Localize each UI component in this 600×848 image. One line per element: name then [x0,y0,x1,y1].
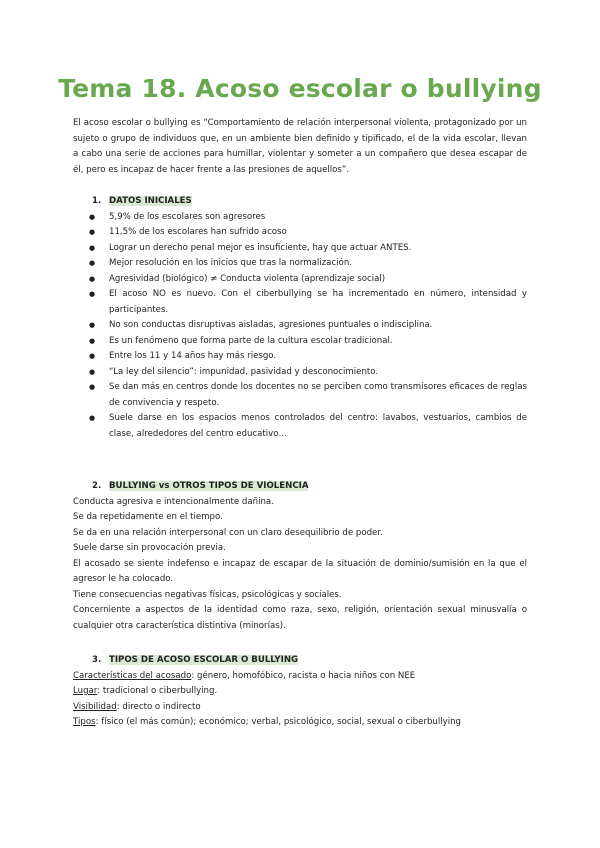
definition-label: Lugar [73,686,98,696]
list-item: ● No son conductas disruptivas aisladas, agresiones puntuales o indisciplina. [73,318,527,334]
section-heading [73,479,527,495]
list-item: ● “La ley del silencio”: impunidad, pasividad y desconocimiento. [73,365,527,381]
definition-row [73,715,527,731]
section-tipos-de-acoso [73,653,527,731]
definition-row [73,684,527,700]
definition-text: : físico (el más común); económico; verbal, psicológico, social, sexual o ciberbullying [95,717,462,727]
definition-text: : directo o indirecto [116,701,201,712]
section-bullying-vs-violencia [73,479,527,634]
list-item: ● Es un fenómeno que forma parte de la cultura escolar tradicional. [73,334,527,350]
paragraph-line: Conducta agresiva e intencionalmente dañina. [73,496,274,507]
definition-text: : género, homofóbico, racista o hacia niños con NEE [191,670,416,681]
section-datos-iniciales [73,194,527,442]
section-heading-text: TIPOS DE ACOSO ESCOLAR O BULLYING [109,655,299,665]
list-item: ● Suele darse en los espacios menos controlados del centro: lavabos, vestuarios, cambios de clase, alrededores del centro educativo… [73,411,527,442]
list-item: ● Se dan más en centros donde los docentes no se perciben como transmisores eficaces de reglas de convivencia y respeto. [73,380,527,411]
section-number: 2. [92,481,102,491]
paragraph-line: Tiene consecuencias negativas físicas, psicológicas y sociales. [73,589,342,600]
paragraph-line: El acosado se siente indefenso e incapaz de escapar de la situación de dominio/sumisión en la que el agresor le ha colocado. [73,558,527,584]
list-item: ● Agresividad (biológico) ≠ Conducta violenta (aprendizaje social) [73,272,527,288]
definition-label: Visibilidad [73,701,117,712]
list-item: ● El acoso NO es nuevo. Con el ciberbullying se ha incrementado en número, intensidad y participantes. [73,287,527,318]
section-number: 1. [92,196,102,206]
section-heading-text: DATOS INICIALES [109,196,192,206]
intro-paragraph: El acoso escolar o bullying es “Comportamiento de relación interpersonal violenta, protagonizado por un sujeto o grupo de individuos que, en un ambiente bien definido y tipificado, el de la vida escolar, llevan a cabo una serie de acciones para humillar, violentar y someter a un compañero que desea escapar de él, pero es incapaz de hacer frente a las presiones de aquellos”. [73,118,527,175]
definition-label: Tipos [73,717,96,727]
definition-label: Características del acosado [73,670,192,681]
section-heading-text: BULLYING vs OTROS TIPOS DE VIOLENCIA [109,481,309,491]
paragraph-line: Se da en una relación interpersonal con un claro desequilibrio de poder. [73,527,383,538]
paragraph-line: Suele darse sin provocación previa. [73,543,226,553]
definition-row [73,700,527,716]
list-item: ● Mejor resolución en los inicios que tras la normalización. [73,256,527,272]
section-number: 3. [92,655,102,665]
section-heading [73,194,527,210]
bullet-list [73,210,527,443]
definition-row [73,669,527,685]
list-item: ● Lograr un derecho penal mejor es insuficiente, hay que actuar ANTES. [73,241,527,257]
list-item: ● 5,9% de los escolares son agresores [73,210,527,226]
paragraph-line: Concerniente a aspectos de la identidad como raza, sexo, religión, orientación sexual minusvalía o cualquier otra característica distintiva (minorías). [73,605,527,631]
definition-text: : tradicional o ciberbullying. [97,686,218,696]
list-item: ● Entre los 11 y 14 años hay más riesgo. [73,349,527,365]
page-title: Tema 18. Acoso escolar o bullying [58,74,542,103]
section-heading [73,653,527,669]
list-item: ● 11,5% de los escolares han sufrido acoso [73,225,527,241]
paragraph-line: Se da repetidamente en el tiempo. [73,512,223,522]
